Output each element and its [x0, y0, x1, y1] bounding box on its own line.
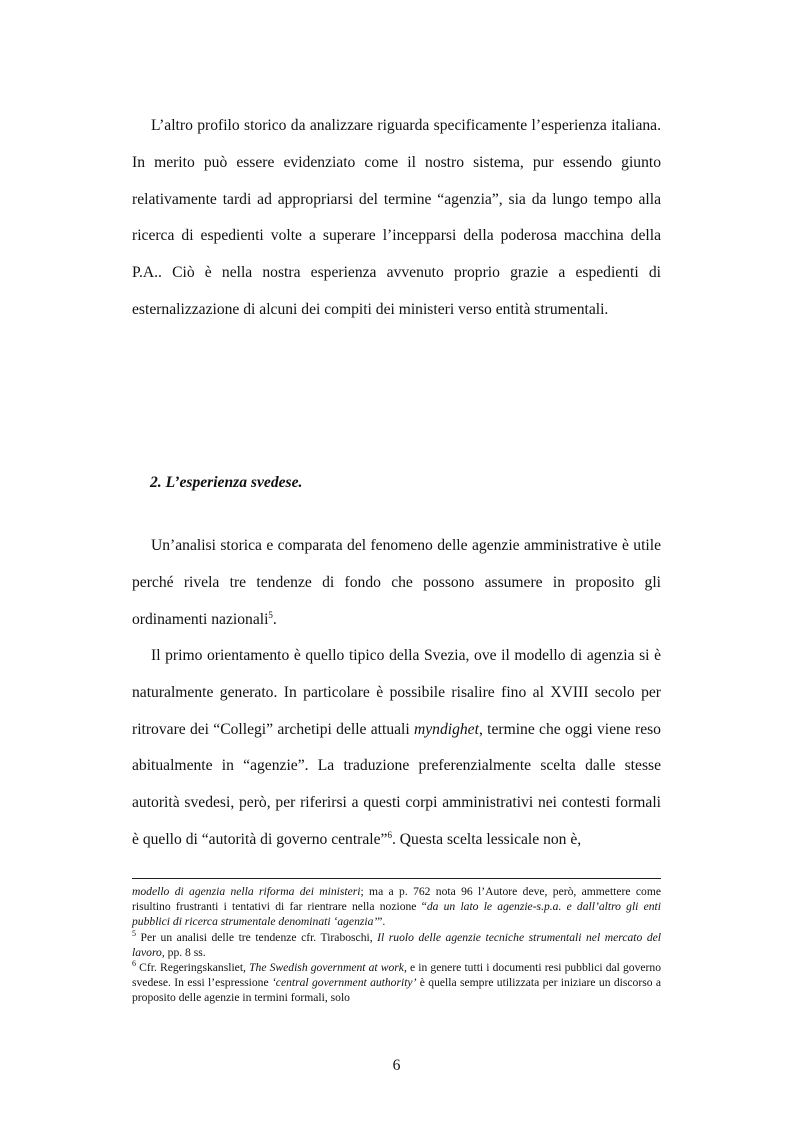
footnote-text: pp. 8 ss.: [164, 945, 206, 959]
paragraph-text: Un’analisi storica e comparata del fenomeno delle agenzie amministrative è utile perché rivela tre tendenze di fondo che possono assumere in proposito gli ordinamenti nazionali: [132, 537, 661, 628]
paragraph-italian-experience: L’altro profilo storico da analizzare riguarda specificamente l’esperienza italiana. In merito può essere evidenziato come il nostro sistema, pur essendo giunto relativamente tardi ad appropriarsi del termine “agenzia”, sia da lungo tempo alla ricerca di espedienti volte a superare l’incepparsi della poderosa macchina della P.A.. Ciò è nella nostra esperienza avvenuto proprio grazie a espedienti di esternalizzazione di alcuni dei compiti dei ministeri verso entità strumentali.: [132, 117, 661, 318]
section-heading: 2. L’esperienza svedese.: [150, 474, 303, 491]
footnote-text: , e in genere tutti i documenti resi pubblici dal governo svedese. In essi l’espressione: [132, 961, 661, 990]
footnote-text: Cfr. Regeringskansliet,: [136, 961, 250, 975]
paragraph-text: , termine che oggi viene reso abitualmente in “agenzie”. La traduzione preferenzialmente scelta dalle stesse autorità svedesi, però, per riferirsi a questi corpi amministrativi nei contesti formali è quello di “autorità di governo centrale”: [132, 720, 661, 848]
footnotes: [132, 884, 661, 1006]
footnote-text: ; ma a p. 762 nota 96 l’Autore deve, però, ammettere come risultino frustranti i tentativi di far rientrare nella nozione “: [132, 885, 661, 914]
footnote-text: Per un analisi delle tre tendenze cfr. Tiraboschi,: [136, 930, 378, 944]
footnote-ref-5[interactable]: 5: [268, 609, 273, 620]
paragraph-swedish-orientation: [132, 638, 661, 859]
footnote-italic: The Swedish government at work: [249, 961, 404, 975]
footnote-number: 6: [132, 959, 136, 969]
footnote-italic: ‘central government authority’: [271, 976, 417, 990]
footnote-6: [132, 960, 661, 1006]
footnote-text: è quella sempre utilizzata per iniziare un discorso a proposito delle agenzie in termini formali, solo: [132, 976, 661, 1005]
paragraph-comparative-analysis: [132, 528, 661, 638]
footnote-5: [132, 930, 661, 960]
footnote-text: ”.: [377, 915, 386, 929]
footnote-italic: modello di agenzia nella riforma dei ministeri: [132, 885, 361, 898]
footnote-italic: Il ruolo delle agenzie tecniche strumentali nel mercato del lavoro,: [132, 930, 661, 959]
paragraph-text: Il primo orientamento è quello tipico della Svezia, ove il modello di agenzia si è naturalmente generato. In particolare è possibile risalire fino al XVIII secolo per ritrovare dei “Collegi” archetipi delle attuali: [132, 647, 661, 738]
footnote-number: 5: [132, 928, 136, 938]
page-number: 6: [392, 1057, 401, 1074]
paragraph-text: .: [272, 610, 277, 628]
paragraph-text: . Questa scelta lessicale non è,: [391, 830, 582, 848]
footnote-continuation: [132, 884, 661, 930]
footnote-ref-6[interactable]: 6: [387, 829, 392, 840]
italic-term: myndighet: [413, 720, 479, 738]
footnote-italic: da un lato le agenzie-s.p.a. e dall’altro gli enti pubblici di ricerca strumentale denominati ‘agenzia’: [132, 900, 662, 929]
footnote-separator: [132, 878, 661, 879]
